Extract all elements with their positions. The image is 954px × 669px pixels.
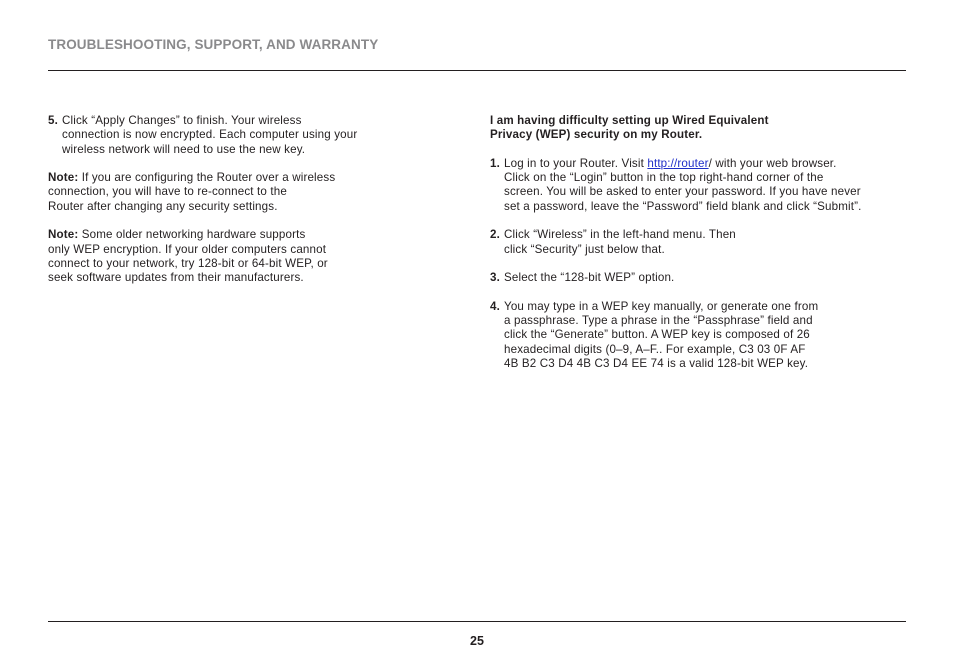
note-2-line-1: Some older networking hardware supports <box>78 228 306 242</box>
heading-line-2: Privacy (WEP) security on my Router. <box>490 128 703 142</box>
page-header-title: TROUBLESHOOTING, SUPPORT, AND WARRANTY <box>48 37 379 52</box>
step-5 <box>48 114 428 157</box>
note-reconnect <box>48 171 428 214</box>
step-1-line-1-pre: Log in to your Router. Visit <box>504 156 648 170</box>
note-1-line-3: Router after changing any security settings. <box>48 199 278 213</box>
heading-line-1: I am having difficulty setting up Wired Equivalent <box>490 114 769 127</box>
step-4-line-2: a passphrase. Type a phrase in the “Passphrase” field and <box>504 314 813 328</box>
right-column <box>490 114 910 386</box>
step-text <box>504 300 910 371</box>
step-4-line-5: 4B B2 C3 D4 4B C3 D4 EE 74 is a valid 128-bit WEP key. <box>504 357 809 371</box>
step-4 <box>490 300 910 371</box>
step-5-line-1: Click “Apply Changes” to finish. Your wireless <box>62 114 302 127</box>
note-2-line-2: only WEP encryption. If your older computers cannot <box>48 242 327 256</box>
step-3 <box>490 271 910 285</box>
step-2-line-1: Click “Wireless” in the left-hand menu. Then <box>504 228 736 242</box>
step-1-line-1-post: / with your web browser. <box>708 156 837 170</box>
left-column <box>48 114 428 300</box>
note-2-line-4: seek software updates from their manufacturers. <box>48 271 304 285</box>
header-divider <box>48 70 906 71</box>
step-1 <box>490 157 910 214</box>
step-4-line-3: click the “Generate” button. A WEP key is composed of 26 <box>504 328 810 342</box>
step-4-line-1: You may type in a WEP key manually, or generate one from <box>504 299 819 313</box>
footer-divider <box>48 621 906 622</box>
note-1-line-2: connection, you will have to re-connect to the <box>48 185 287 199</box>
step-5-line-2: connection is now encrypted. Each computer using your <box>62 128 358 142</box>
router-link[interactable]: http://router <box>647 156 709 170</box>
step-1-line-1 <box>504 157 837 170</box>
step-number: 5. <box>48 114 58 127</box>
step-1-line-3: screen. You will be asked to enter your password. If you have never <box>504 185 861 199</box>
note-label: Note: <box>48 228 79 242</box>
step-5-line-3: wireless network will need to use the new key. <box>62 142 306 156</box>
step-2 <box>490 228 910 257</box>
step-number: 4. <box>490 299 500 313</box>
step-text <box>504 157 910 214</box>
step-3-line-1: Select the “128-bit WEP” option. <box>504 271 675 285</box>
step-number: 1. <box>490 156 500 170</box>
step-text <box>62 114 428 157</box>
step-1-line-2: Click on the “Login” button in the top right-hand corner of the <box>504 171 824 185</box>
page-number: 25 <box>470 634 484 648</box>
step-4-line-4: hexadecimal digits (0–9, A–F.. For example, C3 03 0F AF <box>504 342 806 356</box>
note-1-line-1: If you are configuring the Router over a wireless <box>78 171 336 185</box>
step-number: 2. <box>490 228 500 242</box>
note-label: Note: <box>48 171 79 185</box>
note-wep-only <box>48 228 428 285</box>
step-text <box>504 228 910 257</box>
step-1-line-4: set a password, leave the “Password” field blank and click “Submit”. <box>504 199 862 213</box>
step-2-line-2: click “Security” just below that. <box>504 242 665 256</box>
step-text <box>504 271 910 285</box>
note-2-line-3: connect to your network, try 128-bit or 64-bit WEP, or <box>48 256 328 270</box>
section-heading <box>490 114 910 143</box>
step-number: 3. <box>490 271 500 285</box>
